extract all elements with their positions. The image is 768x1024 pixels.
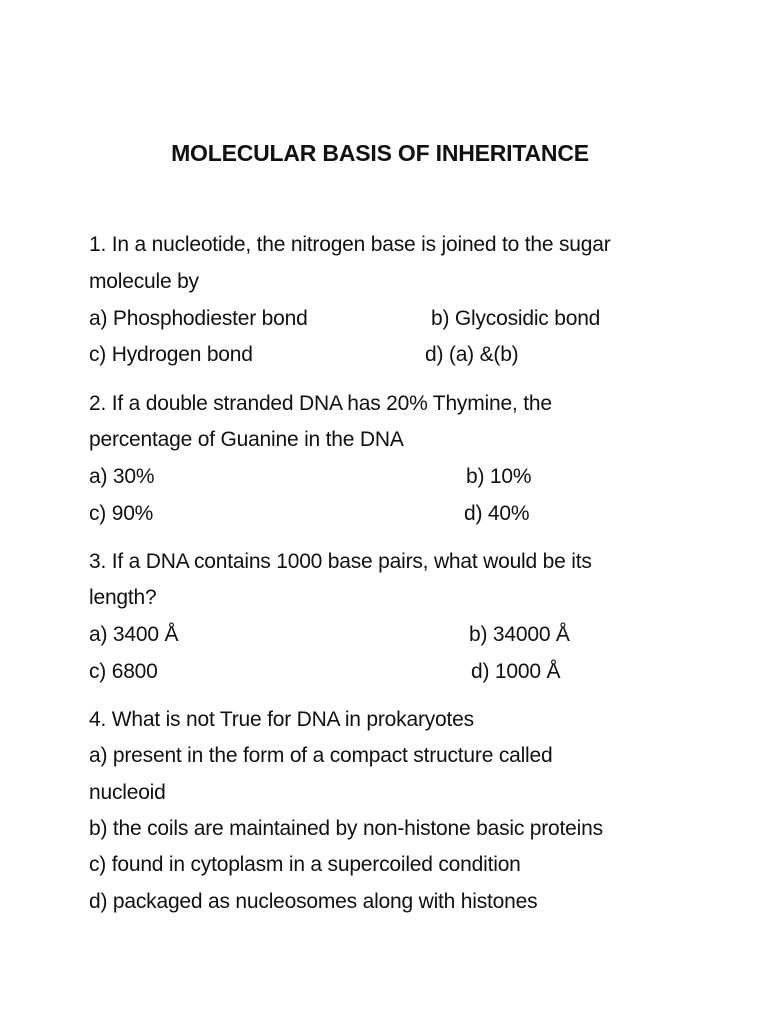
question-3-stem-line-1: 3. If a DNA contains 1000 base pairs, what would be its <box>89 550 592 573</box>
question-4-option-a-line-1: a) present in the form of a compact structure called <box>89 744 553 767</box>
question-2-option-d: d) 40% <box>464 502 530 525</box>
question-3-option-d: d) 1000 Å <box>471 660 561 683</box>
question-1-option-a: a) Phosphodiester bond <box>89 307 308 330</box>
question-1-option-d: d) (a) &(b) <box>425 343 519 366</box>
question-1-option-c: c) Hydrogen bond <box>89 343 253 366</box>
question-4-stem: 4. What is not True for DNA in prokaryotes <box>89 708 474 731</box>
page-title: MOLECULAR BASIS OF INHERITANCE <box>171 140 589 166</box>
question-2-option-b: b) 10% <box>466 465 532 488</box>
question-4-option-b: b) the coils are maintained by non-histone basic proteins <box>89 817 603 840</box>
question-4-option-a-line-2: nucleoid <box>89 781 166 804</box>
question-3-option-c: c) 6800 <box>89 660 158 683</box>
question-2-option-c: c) 90% <box>89 502 154 525</box>
question-3-stem-line-2: length? <box>89 586 157 609</box>
question-4-option-d: d) packaged as nucleosomes along with histones <box>89 890 538 913</box>
question-2-option-a: a) 30% <box>89 465 155 488</box>
question-4-option-c: c) found in cytoplasm in a supercoiled condition <box>89 853 521 876</box>
question-1-stem-line-2: molecule by <box>89 270 199 293</box>
question-3-option-b: b) 34000 Å <box>469 623 570 646</box>
question-1-option-b: b) Glycosidic bond <box>431 307 601 330</box>
question-3-option-a: a) 3400 Å <box>89 623 179 646</box>
question-2-stem-line-1: 2. If a double stranded DNA has 20% Thymine, the <box>89 392 552 415</box>
question-1-stem-line-1: 1. In a nucleotide, the nitrogen base is joined to the sugar <box>89 233 611 256</box>
question-2-stem-line-2: percentage of Guanine in the DNA <box>89 428 404 451</box>
